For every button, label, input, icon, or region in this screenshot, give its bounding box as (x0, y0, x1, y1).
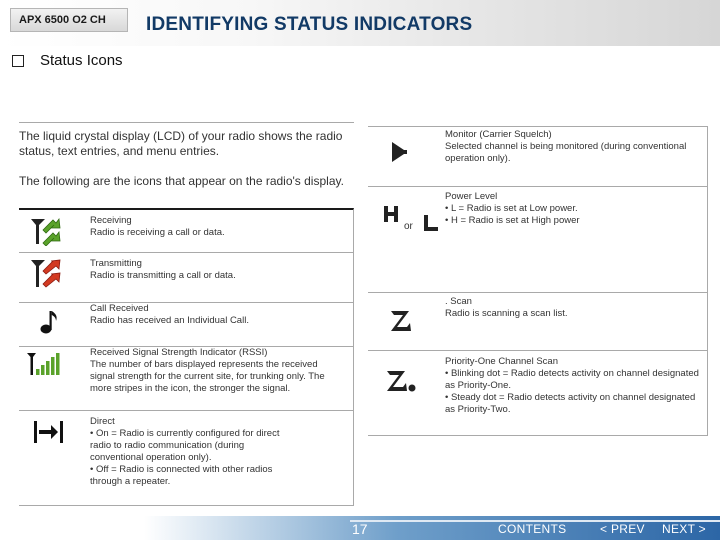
power-level-low: • L = Radio is set at Low power. (445, 203, 578, 214)
receiving-title: Receiving (90, 215, 132, 226)
scan-icon (388, 305, 414, 340)
or-label: or (404, 221, 413, 232)
direct-title: Direct (90, 416, 115, 427)
transmitting-icon (29, 257, 65, 294)
left-top-rule (19, 122, 354, 123)
transmitting-body: Radio is transmitting a call or data. (90, 270, 236, 281)
prev-link[interactable]: < PREV (600, 522, 645, 536)
call-received-title: Call Received (90, 303, 149, 314)
list-item-receiving (19, 208, 354, 252)
list-item-priority-scan (368, 350, 708, 436)
receiving-icon (29, 216, 65, 251)
receiving-body: Radio is receiving a call or data. (90, 227, 225, 238)
scan-title: . Scan (445, 296, 472, 307)
monitor-icon (390, 140, 410, 169)
list-item-scan (368, 292, 708, 350)
call-received-body: Radio has received an Individual Call. (90, 315, 249, 326)
intro-paragraph-1: The liquid crystal display (LCD) of your radio shows the radio status, text entries, and menu entries. (19, 129, 343, 158)
section-label: Status Icons (40, 52, 123, 69)
checkbox-bullet-icon (12, 55, 24, 67)
list-item-transmitting (19, 252, 354, 302)
priority-scan-blinking: • Blinking dot = Radio detects activity on channel designated as Priority-One. (445, 368, 699, 391)
list-item-rssi (19, 346, 354, 410)
priority-scan-steady: • Steady dot = Radio detects activity on channel designated as Priority-Two. (445, 392, 696, 415)
direct-line-on: • On = Radio is currently configured for direct radio to radio communication (during conventional operation only). (90, 428, 280, 463)
monitor-body: Selected channel is being monitored (during conventional operation only). (445, 141, 687, 164)
section-heading (12, 52, 123, 69)
power-level-title: Power Level (445, 191, 498, 202)
transmitting-title: Transmitting (90, 258, 142, 269)
monitor-title: Monitor (Carrier Squelch) (445, 129, 552, 140)
page-number: 17 (352, 521, 368, 537)
next-link[interactable]: NEXT > (662, 522, 706, 536)
list-item-power-level (368, 186, 708, 292)
direct-icon (33, 419, 65, 450)
list-item-direct (19, 410, 354, 506)
rssi-body: The number of bars displayed represents the received signal strength for the current site, for trunking only. The more stripes in the icon, the stronger the signal. (90, 359, 325, 394)
list-item-monitor (368, 126, 708, 186)
scan-body: Radio is scanning a scan list. (445, 308, 568, 319)
priority-scan-icon (384, 365, 418, 402)
list-item-call-received (19, 302, 354, 346)
intro-paragraph-2: The following are the icons that appear on the radio's display. (19, 174, 344, 188)
page-title: IDENTIFYING STATUS INDICATORS (146, 14, 473, 35)
music-note-icon (39, 309, 61, 340)
doc-tag: APX 6500 O2 CH (10, 8, 128, 32)
contents-link[interactable]: CONTENTS (498, 522, 567, 536)
priority-scan-title: Priority-One Channel Scan (445, 356, 558, 367)
power-level-high: • H = Radio is set at High power (445, 215, 580, 226)
direct-line-off: • Off = Radio is connected with other radios through a repeater. (90, 464, 273, 487)
rssi-title: Received Signal Strength Indicator (RSSI) (90, 347, 268, 358)
signal-bars-icon (27, 351, 61, 382)
